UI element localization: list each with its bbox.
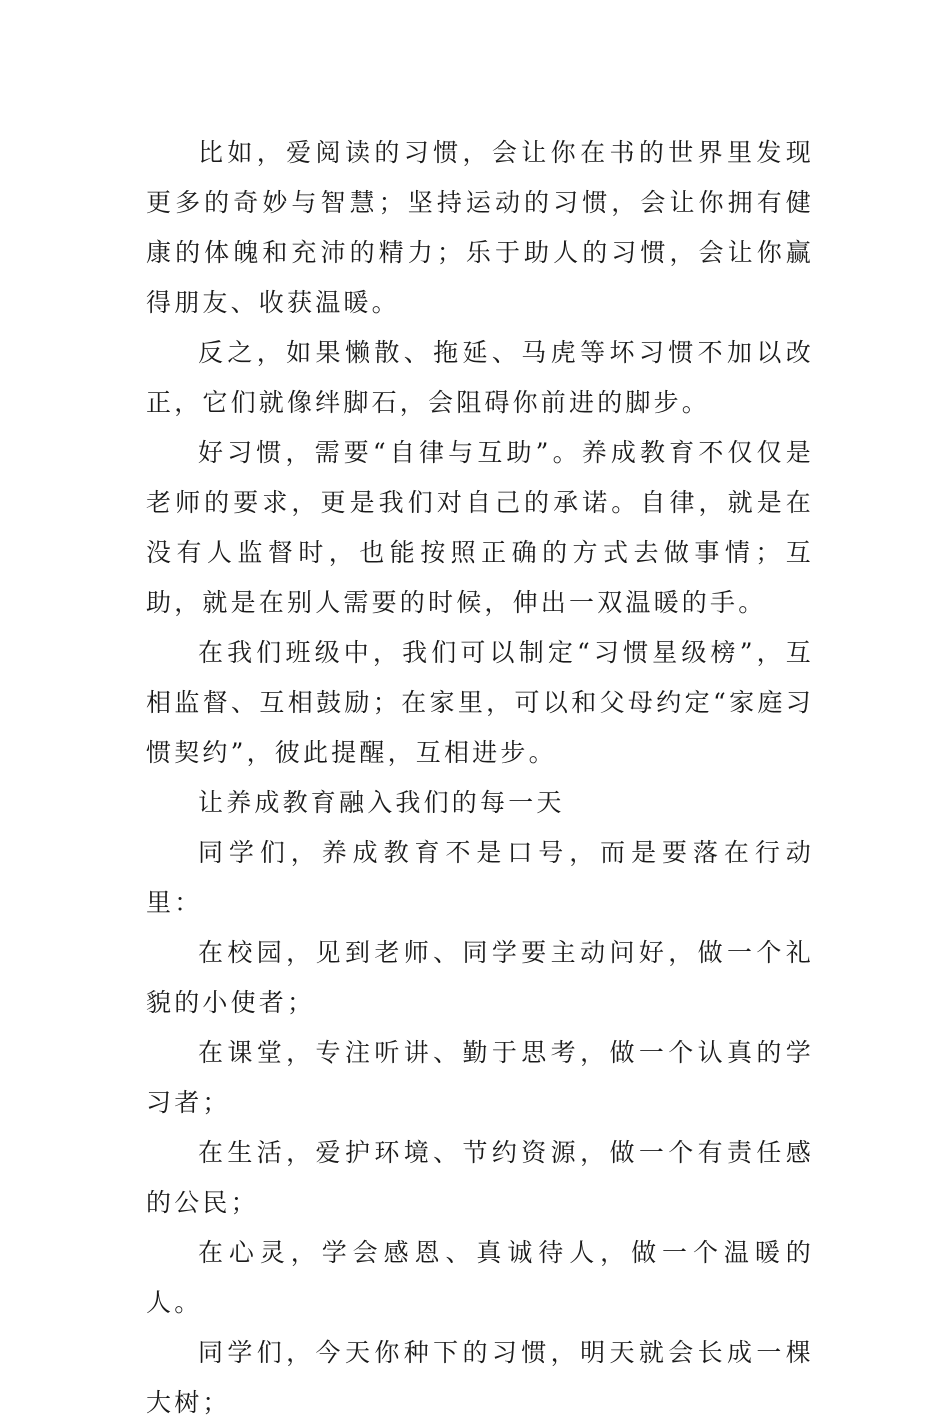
paragraph-action-intro: 同学们，养成教育不是口号，而是要落在行动里： bbox=[146, 838, 814, 917]
section-heading-daily-education: 让养成教育融入我们的每一天 bbox=[198, 788, 565, 817]
paragraph-closing: 同学们，今天你种下的习惯，明天就会长成一棵大树； bbox=[146, 1338, 814, 1417]
paragraph-bad-habits: 反之，如果懒散、拖延、马虎等坏习惯不加以改正，它们就像绊脚石，会阻碍你前进的脚步。 bbox=[146, 338, 814, 417]
paragraph-self-discipline: 好习惯，需要“自律与互助”。养成教育不仅仅是老师的要求，更是我们对自己的承诺。自律，就是在没有人监督时，也能按照正确的方式去做事情；互助，就是在别人需要的时候，伸出一双温暖的手。 bbox=[146, 438, 814, 617]
paragraph-heart: 在心灵，学会感恩、真诚待人，做一个温暖的人。 bbox=[146, 1238, 814, 1317]
paragraph-reading-habit: 比如，爱阅读的习惯，会让你在书的世界里发现更多的奇妙与智慧；坚持运动的习惯，会让你拥有健康的体魄和充沛的精力；乐于助人的习惯，会让你赢得朋友、收获温暖。 bbox=[146, 138, 814, 317]
document-body bbox=[146, 128, 814, 1428]
paragraph-campus: 在校园，见到老师、同学要主动问好，做一个礼貌的小使者； bbox=[146, 938, 814, 1017]
paragraph-classroom: 在课堂，专注听讲、勤于思考，做一个认真的学习者； bbox=[146, 1038, 814, 1117]
paragraph-class-habit-board: 在我们班级中，我们可以制定“习惯星级榜”，互相监督、互相鼓励；在家里，可以和父母约定“家庭习惯契约”，彼此提醒，互相进步。 bbox=[146, 638, 814, 767]
paragraph-life: 在生活，爱护环境、节约资源，做一个有责任感的公民； bbox=[146, 1138, 814, 1217]
